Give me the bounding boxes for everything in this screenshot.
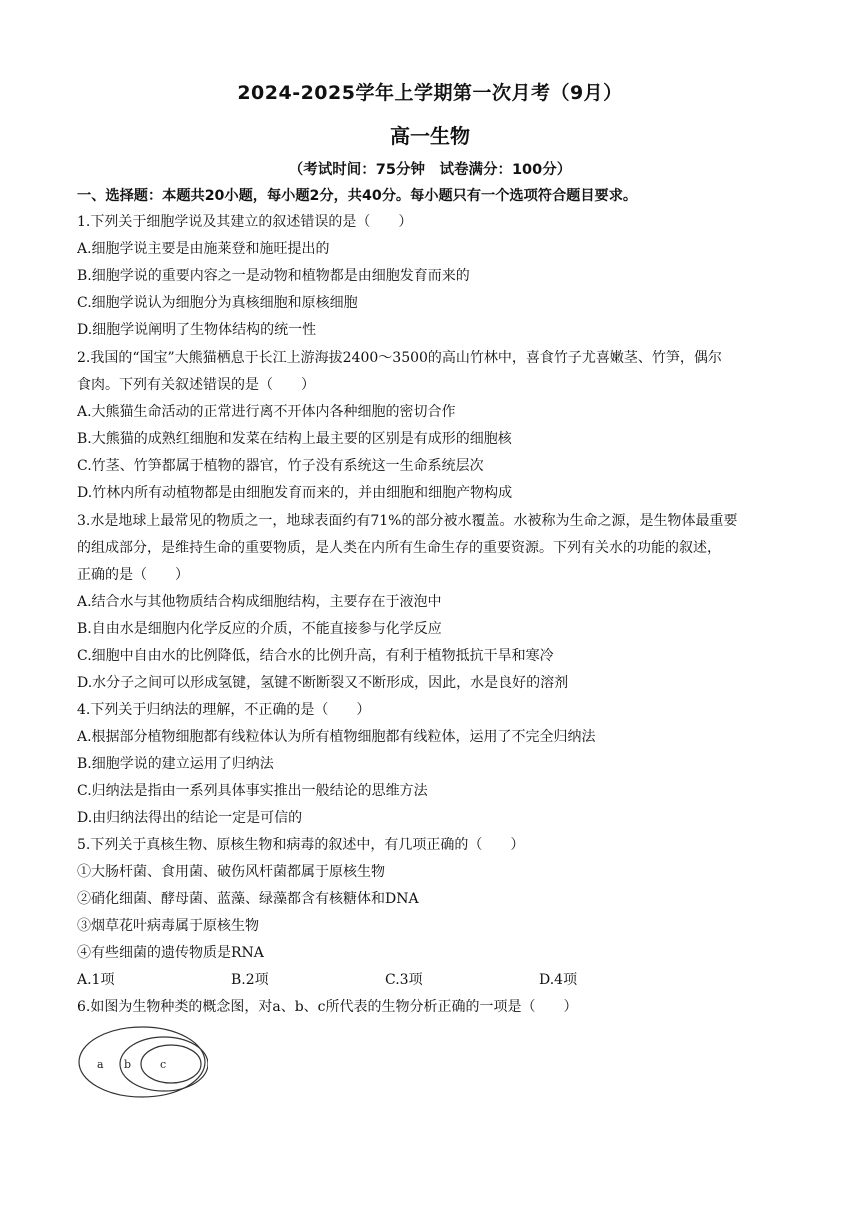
label-a: a (97, 1058, 104, 1071)
question-5-statement-4: ④有些细菌的遗传物质是RNA (77, 945, 264, 961)
question-2-option-c: C.竹茎、竹笋都属于植物的器官，竹子没有系统这一生命系统层次 (77, 458, 484, 474)
question-2-stem-line-1: 2.我国的“国宝”大熊猫栖息于长江上游海拔2400～3500的高山竹林中，喜食竹子尤喜嫩茎、竹笋，偶尔 (77, 350, 722, 366)
question-2-option-a: A.大熊猫生命活动的正常进行离不开体内各种细胞的密切合作 (77, 404, 456, 420)
question-4-stem: 4.下列关于归纳法的理解，不正确的是（ ） (77, 702, 371, 718)
question-3-option-c: C.细胞中自由水的比例降低，结合水的比例升高，有利于植物抵抗干旱和寒冷 (77, 648, 554, 664)
question-3-option-b: B.自由水是细胞内化学反应的介质，不能直接参与化学反应 (77, 621, 442, 637)
question-5-statement-3: ③烟草花叶病毒属于原核生物 (77, 918, 259, 934)
label-b: b (124, 1058, 132, 1071)
question-4-option-b: B.细胞学说的建立运用了归纳法 (77, 756, 274, 772)
label-c: c (160, 1058, 167, 1071)
question-1-stem: 1.下列关于细胞学说及其建立的叙述错误的是（ ） (77, 214, 413, 230)
section-heading: 一、选择题：本题共20小题，每小题2分，共40分。每小题只有一个选项符合题目要求。 (77, 188, 638, 204)
question-3-option-d: D.水分子之间可以形成氢键，氢键不断断裂又不断形成，因此，水是良好的溶剂 (77, 675, 569, 691)
question-1-option-c: C.细胞学说认为细胞分为真核细胞和原核细胞 (77, 295, 358, 311)
question-5-option-b: B.2项 (231, 972, 269, 988)
question-5-option-a: A.1项 (77, 972, 115, 988)
exam-info: （考试时间：75分钟 试卷满分：100分） (288, 162, 572, 178)
question-2-stem-line-2: 食肉。下列有关叙述错误的是（ ） (77, 377, 315, 393)
question-5-option-c: C.3项 (385, 972, 423, 988)
question-5-stem: 5.下列关于真核生物、原核生物和病毒的叙述中，有几项正确的（ ） (77, 837, 525, 853)
question-2-option-d: D.竹林内所有动植物都是由细胞发育而来的，并由细胞和细胞产物构成 (77, 485, 513, 501)
question-1-option-b: B.细胞学说的重要内容之一是动物和植物都是由细胞发育而来的 (77, 268, 470, 284)
question-1-option-a: A.细胞学说主要是由施莱登和施旺提出的 (77, 241, 330, 257)
question-3-stem-line-3: 正确的是（ ） (77, 567, 189, 583)
question-3-option-a: A.结合水与其他物质结合构成细胞结构，主要存在于液泡中 (77, 594, 442, 610)
question-5-statement-1: ①大肠杆菌、食用菌、破伤风杆菌都属于原核生物 (77, 864, 385, 880)
circle-c (141, 1045, 201, 1083)
question-3-stem-line-2: 的组成部分，是维持生命的重要物质，是人类在内所有生命生存的重要资源。下列有关水的功能的叙述， (77, 540, 721, 556)
exam-title: 2024-2025学年上学期第一次月考（9月） (237, 82, 623, 104)
question-4-option-a: A.根据部分植物细胞都有线粒体认为所有植物细胞都有线粒体，运用了不完全归纳法 (77, 729, 596, 745)
question-4-option-d: D.由归纳法得出的结论一定是可信的 (77, 810, 303, 826)
question-3-stem-line-1: 3.水是地球上最常见的物质之一，地球表面约有71%的部分被水覆盖。水被称为生命之源，是生物体最重要 (77, 513, 738, 529)
question-1-option-d: D.细胞学说阐明了生物体结构的统一性 (77, 322, 317, 338)
question-5-statement-2: ②硝化细菌、酵母菌、蓝藻、绿藻都含有核糖体和DNA (77, 891, 419, 907)
subject-title: 高一生物 (390, 124, 470, 148)
question-4-option-c: C.归纳法是指由一系列具体事实推出一般结论的思维方法 (77, 783, 428, 799)
question-6-stem: 6.如图为生物种类的概念图，对a、b、c所代表的生物分析正确的一项是（ ） (77, 999, 578, 1015)
concept-diagram (76, 1022, 208, 1100)
question-2-option-b: B.大熊猫的成熟红细胞和发菜在结构上最主要的区别是有成形的细胞核 (77, 431, 512, 447)
question-5-option-d: D.4项 (539, 972, 578, 988)
